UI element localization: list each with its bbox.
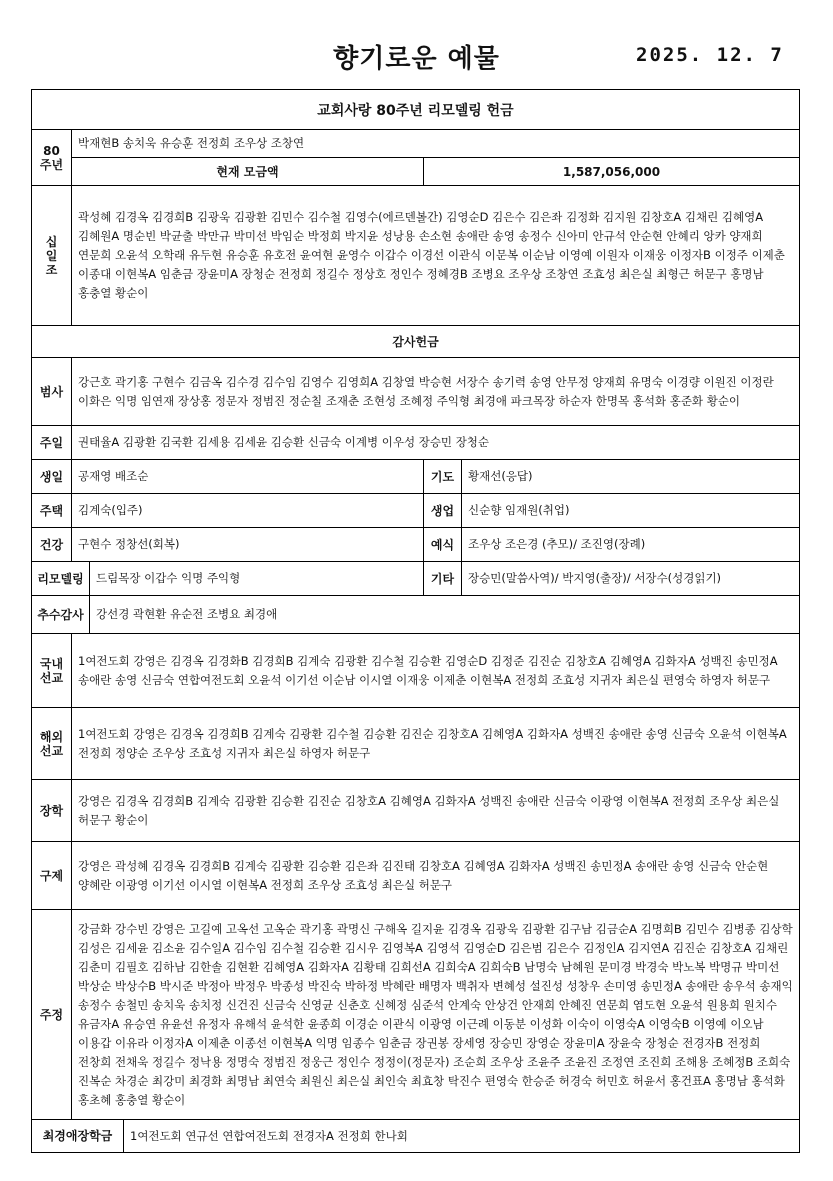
remodel-label: 리모델링 — [32, 562, 90, 596]
health-label: 건강 — [32, 528, 72, 562]
overseas-label: 해외 선교 — [32, 708, 72, 780]
page-title: 향기로운 예물 — [333, 44, 500, 74]
offering-table — [31, 89, 800, 1153]
other-names: 장승민(말씀사역)/ 박지영(출장)/ 서장수(성경읽기) — [462, 562, 799, 596]
scholarship-names: 강영은 김경옥 김경희B 김계숙 김광환 김승환 김진순 김창호A 김혜영A 김화자A 성백진 송애란 신금숙 이광영 이현복A 전정희 조우상 최은실 허문구 황순이 — [72, 780, 799, 842]
total-value: 1,587,056,000 — [424, 158, 799, 186]
domestic-label: 국내 선교 — [32, 634, 72, 708]
livelihood-label: 생업 — [424, 494, 462, 528]
prayer-label: 기도 — [424, 460, 462, 494]
livelihood-names: 신순향 임재원(취업) — [462, 494, 799, 528]
weekly-names: 권태율A 김광환 김국환 김세용 김세윤 김승환 신금숙 이계병 이우성 장승민 장청순 — [72, 426, 799, 460]
housing-label: 주택 — [32, 494, 72, 528]
ceremony-label: 예식 — [424, 528, 462, 562]
service-date: 2025. 12. 7 — [636, 44, 784, 66]
thanks-header: 감사헌금 — [32, 326, 799, 358]
relief-label: 구제 — [32, 842, 72, 910]
birthday-label: 생일 — [32, 460, 72, 494]
table-title: 교회사랑 80주년 리모델링 헌금 — [32, 90, 799, 130]
scholarship-label: 장학 — [32, 780, 72, 842]
total-label: 현재 모금액 — [72, 158, 424, 186]
overseas-names: 1여전도회 강영은 김경옥 김경희B 김계숙 김광환 김수철 김승환 김진순 김창호A 김혜영A 김화자A 성백진 송애란 송영 신금숙 오윤석 이현복A 전정희 정양순 조우상 조효성 지귀자 최은실 하영자 허문구 — [72, 708, 799, 780]
weekly-label: 주일 — [32, 426, 72, 460]
domestic-names: 1여전도회 강영은 김경옥 김경화B 김경희B 김계숙 김광환 김수철 김승환 김영순D 김정준 김진순 김창호A 김혜영A 김화자A 성백진 송민정A 송애란 송영 신금숙 연합여전도회 오윤석 이기선 이순남 이시열 이재웅 이제춘 이현복A 전정희 조효성 지귀자 최은실 편영숙 하영자 허문구 — [72, 634, 799, 708]
harvest-label: 추수감사 — [32, 596, 90, 634]
thanks-names: 강근호 곽기홍 구현수 김금옥 김수경 김수임 김영수 김영희A 김창열 박승현 서장수 송기력 송영 안무정 양재희 유명숙 이경량 이원진 이정란 이화은 익명 임연재 장상홍 정문자 정범진 정순칠 조재춘 조현성 조혜정 주익형 최경애 파크목장 하순자 한명목 홍석화 홍준화 황순이 — [72, 358, 799, 426]
page-header — [0, 38, 833, 78]
harvest-names: 강선경 곽현환 유순전 조병요 최경애 — [90, 596, 799, 634]
health-names: 구현수 정창선(회복) — [72, 528, 424, 562]
other-label: 기타 — [424, 562, 462, 596]
memorial-names: 1여전도회 연규선 연합여전도회 전경자A 전정희 한나회 — [130, 1128, 408, 1143]
thanks-label: 범사 — [32, 358, 72, 426]
remodel-names: 드림목장 이갑수 익명 주익형 — [90, 562, 424, 596]
tithe-label: 십 일 조 — [32, 186, 72, 326]
birthday-names: 공재영 배조순 — [72, 460, 424, 494]
thanksgiving-label: 주정 — [32, 910, 72, 1120]
tithe-names: 곽성혜 김경옥 김경희B 김광욱 김광환 김민수 김수철 김영수(에르덴볼간) 김영순D 김은수 김은좌 김정화 김지원 김창호A 김채린 김혜영A 김혜원A 명순빈 박균출 박만규 박미선 박임순 박정희 박지윤 성낭용 손소현 송애란 송영 송정수 신아미 안규석 안순현 안혜리 앙카 양재희 연문희 오윤석 오학래 유두현 유승훈 유호전 윤여현 윤영수 이갑수 이경선 이관식 이문복 이순남 이영예 이원자 이재웅 이정자B 이정주 이제춘 이종대 이현복A 임춘금 장윤미A 장청순 전정희 정길수 정상호 정인수 정혜경B 조병요 조우상 조창연 조효성 최은실 최형근 허문구 홍명남 홍충열 황순이 — [72, 186, 799, 326]
anniv-names: 박재현B 송치욱 유승훈 전정희 조우상 조창연 — [72, 130, 799, 158]
prayer-names: 황재선(응답) — [462, 460, 799, 494]
relief-names: 강영은 곽성혜 김경옥 김경희B 김계숙 김광환 김승환 김은좌 김진태 김창호A 김혜영A 김화자A 성백진 송민정A 송애란 송영 신금숙 안순현 양혜란 이광영 이기선 이시열 이현복A 전정희 조우상 조효성 최은실 허문구 — [72, 842, 799, 910]
ceremony-names: 조우상 조은경 (추모)/ 조진영(장례) — [462, 528, 799, 562]
memorial-label: 최경애장학금 — [32, 1120, 124, 1152]
housing-names: 김계숙(입주) — [72, 494, 424, 528]
thanksgiving-names: 강금화 강수빈 강영은 고길예 고옥선 고옥순 곽기홍 곽명신 구해옥 길지윤 김경옥 김광욱 김광환 김구남 김금순A 김명희B 김민수 김병종 김상학 김성은 김세윤 김소윤 김수일A 김수임 김수철 김승환 김시우 김영복A 김영석 김영순D 김은범 김은수 김정인A 김지연A 김진순 김창호A 김채린 김춘미 김필호 김하남 김한솔 김현환 김혜영A 김화자A 김황태 김희선A 김희숙A 김희숙B 남명숙 남혜원 문미경 박경숙 박노복 박명규 박미선 박상순 박상수B 박시준 박정아 박정우 박종성 박진숙 박하정 박혜란 배명자 백취자 변혜성 설진성 성창우 손미영 송민정A 송애란 송우석 송재익 송정수 송철민 송치욱 송치정 신건진 신금숙 신영균 신춘호 신혜정 심준석 안계숙 안상건 안재희 안혜진 연문희 염도현 오윤석 원용희 원치수 유금자A 유승연 유윤선 유정자 유해석 윤석한 윤종희 이경순 이관식 이광영 이근례 이동분 이성화 이숙이 이영숙A 이영숙B 이영예 이오남 이용갑 이유라 이정자A 이제춘 이종선 이현복A 익명 임종수 임춘금 장권봉 장세영 장승민 장영순 장윤미A 장윤숙 장청순 전경자B 전정희 전창희 전채욱 정길수 정낙용 정명숙 정범진 정웅근 정인수 정정이(정문자) 조순희 조우상 조윤주 조윤진 조정연 조진희 조해용 조혜정B 조희숙 진복순 차경순 최강미 최경화 최명남 최연숙 최원신 최은실 최인숙 최효창 탁진수 편영숙 한승준 허경숙 허민호 허윤서 홍건표A 홍명남 홍석화 홍초혜 홍충열 황순이 — [72, 910, 799, 1120]
anniv-label: 80 주년 — [32, 130, 72, 186]
